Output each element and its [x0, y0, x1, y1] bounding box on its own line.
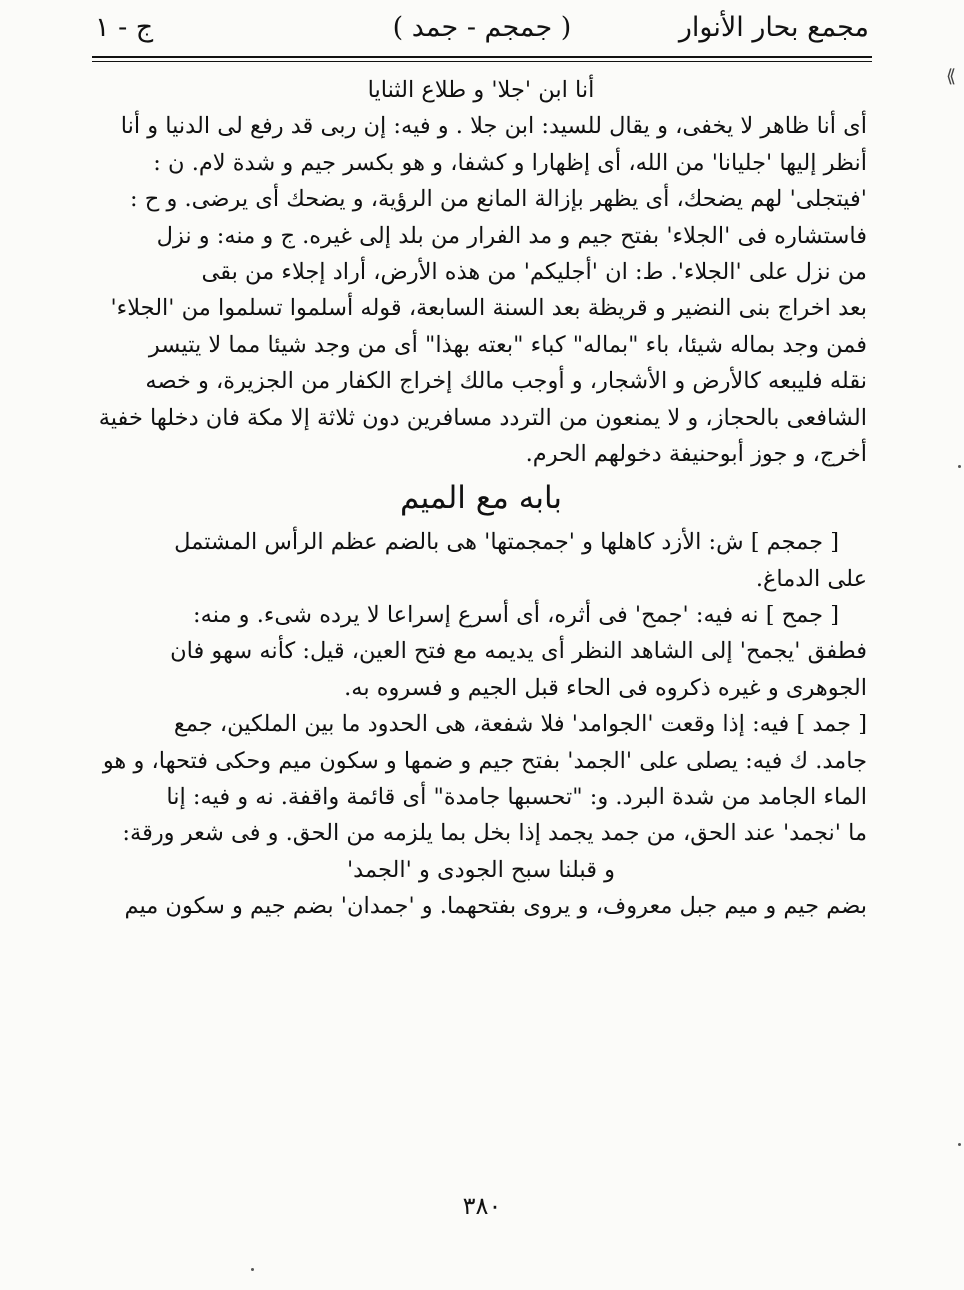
page-speck: [251, 1268, 254, 1271]
text-line: فمن وجد بماله شيئا، باء "بماله" كباء "بعته بهذا" أى من وجد شيئا مما لا يتيسر: [148, 331, 867, 358]
margin-speck: [958, 465, 961, 468]
margin-speck: [958, 1143, 961, 1146]
book-title: مجمع بحار الأنوار: [678, 12, 869, 43]
text-line: أنظر إليها 'جليانا' من الله، أى إظهارا و كشفا، و هو بكسر جيم و شدة لام. ن :: [153, 149, 867, 176]
text-line: أخرج، و جوز أبوحنيفة دخولهم الحرم.: [525, 440, 867, 467]
text-line: بعد اخراج بنى النضير و قريظة بعد السنة السابعة، قوله أسلموا تسلموا من 'الجلاء': [110, 295, 867, 322]
text-line: على الدماغ.: [755, 565, 867, 592]
text-line: [ جمد ] فيه: إذا وقعت 'الجوامد' فلا شفعة، هى الحدود ما بين الملكين، جمع: [173, 711, 867, 738]
text-line: ما 'نجمد' عند الحق، من جمد يجمد إذا بخل بما يلزمه من الحق. و فى شعر ورقة:: [122, 820, 867, 847]
volume-number: ج - ١: [95, 12, 154, 43]
text-line: نقله فليبعه كالأرض و الأشجار، و أوجب مالك إخراج الكفار من الجزيرة، و خصه: [145, 368, 867, 395]
text-line: أى أنا ظاهر لا يخفى، و يقال للسيد: ابن جلا . و فيه: إن ربى قد رفع لى الدنيا و أنا: [120, 113, 867, 140]
text-line: 'فيتجلى' لهم يضحك، أى يظهر بإزالة المانع من الرؤية، و يضحك أى يرضى. و ح :: [130, 186, 867, 213]
section-range: ( جمجم - جمد ): [392, 12, 572, 43]
page-body: [95, 72, 867, 925]
text-line: الماء الجامد من شدة البرد. و: "تحسبها جامدة" أى قائمة واقفة. نه و فيه: إنا: [166, 784, 867, 811]
text-line: من نزل على 'الجلاء'. ط: ان 'أجليكم' من هذه الأرض، أراد إجلاء من بقى: [201, 258, 867, 285]
verse-line: أنا ابن 'جلا' و طلاع الثنايا: [367, 77, 595, 103]
text-line: الشافعى بالحجاز، و لا يمنعون من التردد مسافرين دون ثلاثة إلا مكة فان دخلها خفية: [98, 404, 867, 431]
text-line: فطفق 'يجمح' إلى الشاهد النظر أى يديمه مع فتح العين، قيل: كأنه سهو فان: [170, 638, 867, 665]
header-rule-thin: [92, 61, 872, 62]
header-rule-thick: [92, 56, 872, 58]
page-number: ٣٨٠: [462, 1192, 502, 1220]
verse-line: و قبلنا سبح الجودى و 'الجمد': [346, 856, 615, 883]
text-line: [ جمح ] نه فيه: 'جمح' فى أثره، أى أسرع إسراعا لا يرده شىء. و منه:: [193, 602, 839, 629]
running-header: [95, 8, 869, 48]
text-line: الجوهرى و غيره ذكروه فى الحاء قبل الجيم و فسروه به.: [344, 674, 867, 701]
text-line: بضم جيم و ميم جبل معروف، و يروى بفتحهما. و 'جمدان' بضم جيم و سكون ميم: [124, 893, 867, 920]
margin-arrow-icon: ⟪: [946, 66, 957, 87]
section-heading: بابه مع الميم: [399, 480, 563, 517]
text-line: جامد. ك فيه: يصلى على 'الجمد' بفتح جيم و ضمها و سكون ميم وحكى فتحها، و هو: [102, 747, 867, 774]
text-line: فاستشاره فى 'الجلاء' بفتح جيم و مد الفرار من بلد إلى غيره. ج و منه: و نزل: [156, 222, 867, 249]
text-line: [ جمجم ] ش: الأزد كاهلها و 'جمجمتها' هى بالضم عظم الرأس المشتمل: [174, 529, 839, 556]
